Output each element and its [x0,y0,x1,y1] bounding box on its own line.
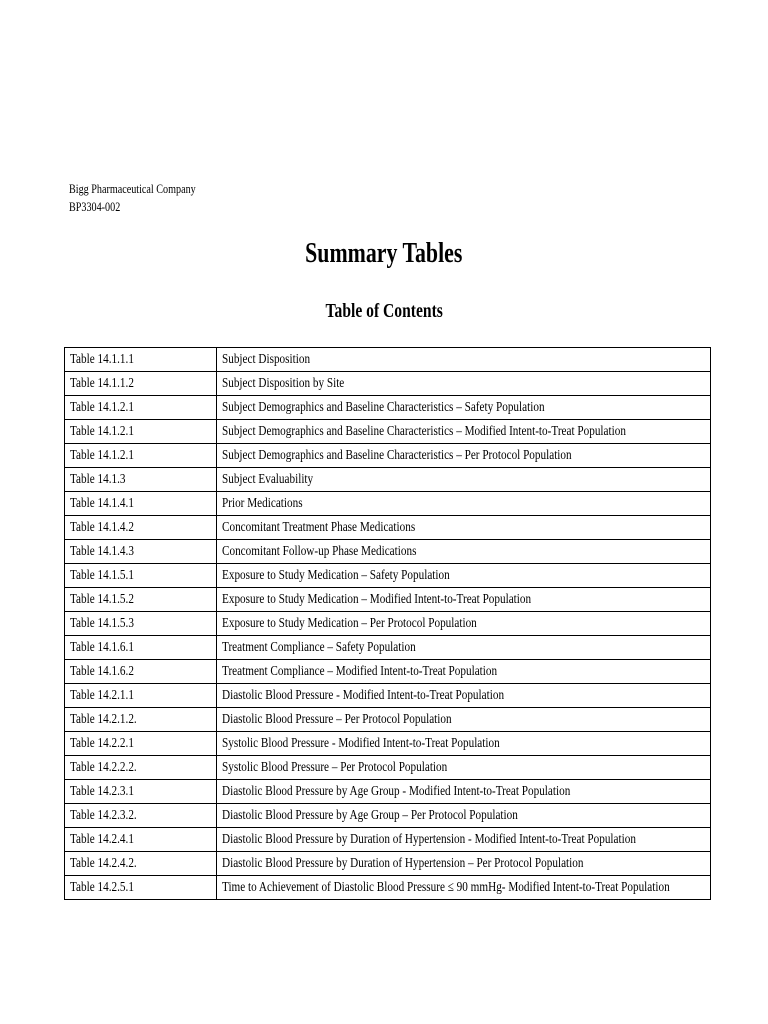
toc-table-title-cell [217,420,711,444]
toc-table-number: Table 14.1.5.1 [70,568,134,583]
toc-table-title-cell [217,732,711,756]
toc-table-title-cell [217,372,711,396]
document-title-text: Summary Tables [305,238,463,269]
toc-table-number-cell [65,396,217,420]
toc-table-title: Treatment Compliance – Modified Intent-to-Treat Population [222,664,498,679]
toc-row [65,804,711,828]
toc-table-title-cell [217,876,711,900]
toc-table-title-cell [217,756,711,780]
toc-table-title-cell [217,780,711,804]
toc-heading-text: Table of Contents [325,300,443,322]
header-block [69,180,196,216]
toc-table-title-cell [217,708,711,732]
toc-row [65,420,711,444]
toc-row [65,396,711,420]
toc-row [65,708,711,732]
toc-table-title: Concomitant Treatment Phase Medications [222,520,416,535]
toc-row [65,564,711,588]
toc-table-number-cell [65,660,217,684]
toc-row [65,756,711,780]
toc-table-number: Table 14.1.1.2 [70,376,134,391]
toc-table-title: Subject Disposition by Site [222,376,345,391]
toc-table-number: Table 14.2.4.1 [70,832,134,847]
toc-table-title: Prior Medications [222,496,303,511]
company-name: Bigg Pharmaceutical Company [69,181,196,196]
toc-table-title-cell [217,612,711,636]
toc-table-number: Table 14.2.3.1 [70,784,134,799]
toc-table-number: Table 14.2.5.1 [70,880,134,895]
toc-table-number-cell [65,780,217,804]
toc-row [65,468,711,492]
toc-table-number: Table 14.1.5.2 [70,592,134,607]
toc-table-number-cell [65,804,217,828]
toc-table-number-cell [65,732,217,756]
toc-table-number-cell [65,588,217,612]
toc-table-title-cell [217,564,711,588]
toc-table-title: Systolic Blood Pressure - Modified Intent-to-Treat Population [222,736,500,751]
toc-table-number: Table 14.1.5.3 [70,616,134,631]
toc-row [65,588,711,612]
toc-table-number: Table 14.1.2.1 [70,400,134,415]
protocol-number: BP3304-002 [69,199,121,214]
toc-table-title-cell [217,516,711,540]
toc-table-title: Subject Demographics and Baseline Characteristics – Safety Population [222,400,545,415]
toc-table-number-cell [65,492,217,516]
toc-row [65,516,711,540]
toc-table-title-cell [217,468,711,492]
toc-row [65,540,711,564]
toc-table-title: Exposure to Study Medication – Modified Intent-to-Treat Population [222,592,532,607]
document-title [0,236,768,272]
toc-table-number-cell [65,564,217,588]
toc-table-title: Subject Demographics and Baseline Characteristics – Modified Intent-to-Treat Population [222,424,626,439]
toc-table-number-cell [65,444,217,468]
toc-table-number-cell [65,372,217,396]
toc-table-number-cell [65,468,217,492]
toc-table-title: Diastolic Blood Pressure – Per Protocol Population [222,712,452,727]
toc-table-number: Table 14.1.2.1 [70,448,134,463]
toc-table-number: Table 14.2.1.2. [70,712,137,727]
toc-table-title-cell [217,348,711,372]
toc-table-number-cell [65,516,217,540]
toc-table-number-cell [65,636,217,660]
toc-row [65,852,711,876]
toc-table-number: Table 14.2.1.1 [70,688,134,703]
toc-row [65,828,711,852]
toc-table [64,347,711,900]
toc-table-number-cell [65,708,217,732]
toc-table-number: Table 14.1.2.1 [70,424,134,439]
toc-table-title: Exposure to Study Medication – Safety Population [222,568,450,583]
toc-table-title: Subject Demographics and Baseline Characteristics – Per Protocol Population [222,448,572,463]
toc-table-title: Concomitant Follow-up Phase Medications [222,544,417,559]
toc-table-number-cell [65,420,217,444]
toc-table-number: Table 14.1.4.1 [70,496,134,511]
toc-table-number: Table 14.2.3.2. [70,808,137,823]
toc-table-number: Table 14.1.1.1 [70,352,134,367]
toc-table-number: Table 14.1.3 [70,472,126,487]
toc-row [65,636,711,660]
toc-table-number: Table 14.1.4.3 [70,544,134,559]
toc-row [65,780,711,804]
toc-row [65,684,711,708]
toc-table-title-cell [217,636,711,660]
toc-table-title-cell [217,828,711,852]
toc-table-title-cell [217,684,711,708]
toc-table-number-cell [65,612,217,636]
toc-table-number: Table 14.1.6.1 [70,640,134,655]
toc-table-number: Table 14.2.4.2. [70,856,137,871]
toc-table-title-cell [217,444,711,468]
toc-table-number-cell [65,540,217,564]
toc-table-number-cell [65,852,217,876]
toc-table-number: Table 14.2.2.1 [70,736,134,751]
toc-table-title: Exposure to Study Medication – Per Protocol Population [222,616,477,631]
toc-table-title: Subject Evaluability [222,472,314,487]
toc-table-title: Diastolic Blood Pressure - Modified Intent-to-Treat Population [222,688,505,703]
toc-table-title-cell [217,588,711,612]
toc-table-title: Systolic Blood Pressure – Per Protocol Population [222,760,448,775]
toc-table-number: Table 14.1.4.2 [70,520,134,535]
toc-row [65,372,711,396]
toc-table-title: Diastolic Blood Pressure by Duration of Hypertension - Modified Intent-to-Treat Population [222,832,636,847]
toc-row [65,660,711,684]
toc-heading [0,297,768,325]
toc-row [65,612,711,636]
toc-table-number: Table 14.1.6.2 [70,664,134,679]
toc-body [65,348,711,900]
toc-row [65,876,711,900]
toc-table-title: Subject Disposition [222,352,311,367]
toc-table-title: Diastolic Blood Pressure by Age Group – Per Protocol Population [222,808,518,823]
toc-table-title-cell [217,540,711,564]
toc-table-number-cell [65,684,217,708]
toc-row [65,732,711,756]
toc-table-title-cell [217,804,711,828]
toc-table-title: Treatment Compliance – Safety Population [222,640,416,655]
toc-table-number: Table 14.2.2.2. [70,760,137,775]
toc-row [65,348,711,372]
toc-table-title: Diastolic Blood Pressure by Age Group - Modified Intent-to-Treat Population [222,784,571,799]
toc-table-title-cell [217,492,711,516]
toc-table-title: Time to Achievement of Diastolic Blood Pressure ≤ 90 mmHg- Modified Intent-to-Treat Population [222,880,670,895]
toc-row [65,444,711,468]
toc-table-title-cell [217,396,711,420]
toc-table-title-cell [217,852,711,876]
toc-table-number-cell [65,756,217,780]
toc-row [65,492,711,516]
toc-table-title: Diastolic Blood Pressure by Duration of Hypertension – Per Protocol Population [222,856,584,871]
toc-table-number-cell [65,348,217,372]
toc-table-number-cell [65,828,217,852]
toc-table-number-cell [65,876,217,900]
toc-table-title-cell [217,660,711,684]
